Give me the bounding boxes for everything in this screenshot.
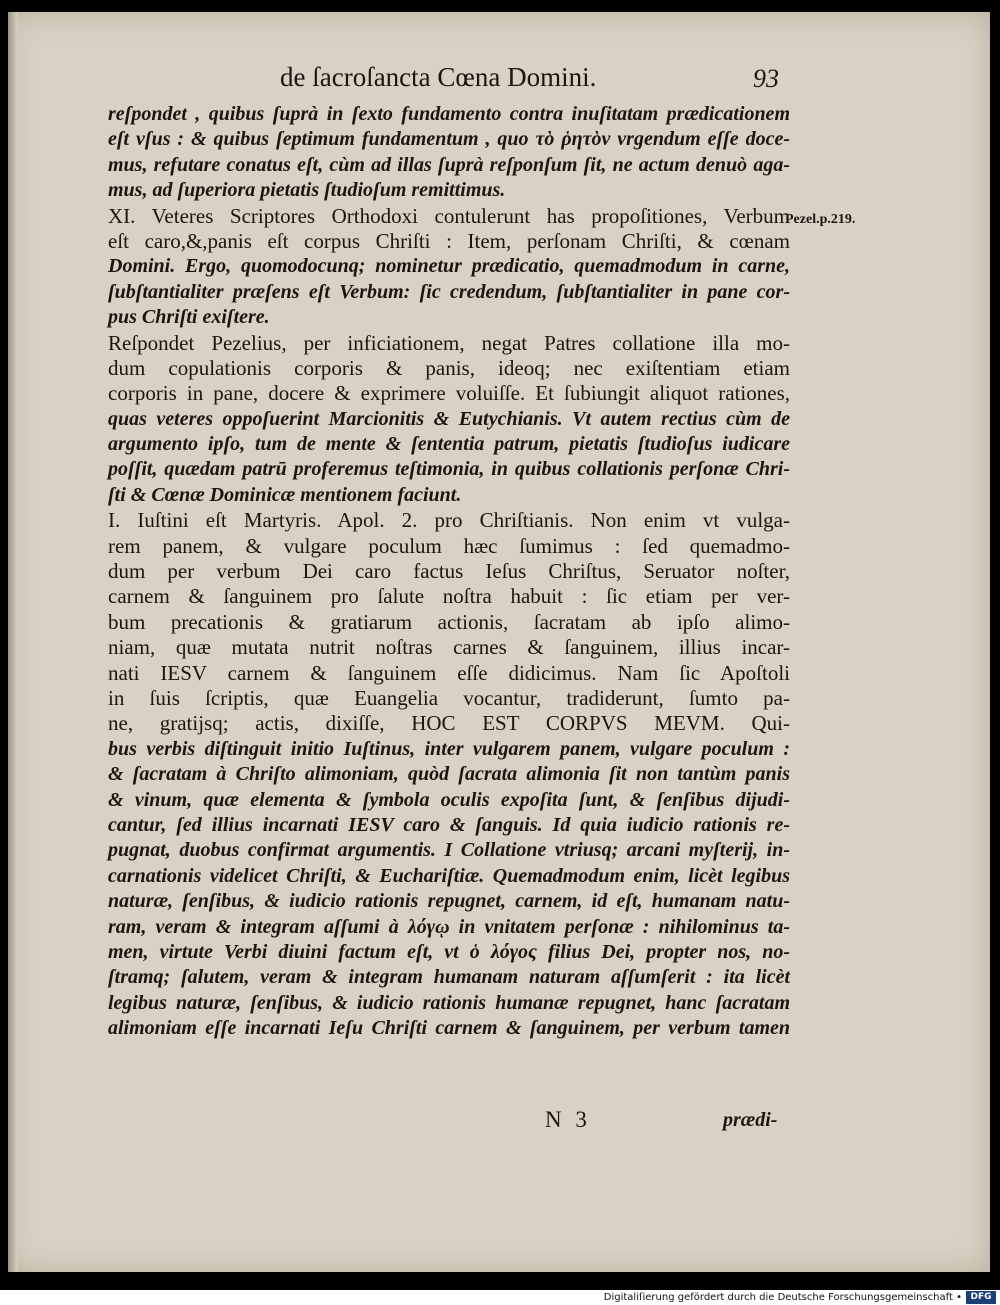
text-line: Domini. Ergo, quomodocunq; nominetur prædicatio, quemadmodum in carne, — [108, 255, 790, 278]
footer-bar — [0, 1290, 1000, 1305]
text-line: argumento ipſo, tum de mente & ſententia patrum, pietatis ſtudioſus iudicare — [108, 433, 790, 456]
dfg-logo-icon: DFG — [966, 1291, 996, 1304]
page-number: 93 — [753, 64, 779, 93]
text-line: ne, gratijsq; actis, dixiſſe, HOC EST CORPVS MEVM. Qui- — [108, 711, 790, 736]
text-line: & ſacratam à Chriſto alimoniam, quòd ſacrata alimonia ſit non tantùm panis — [108, 763, 790, 786]
book-page — [8, 12, 990, 1272]
text-line: naturæ, ſenſibus, & iudicio rationis repugnet, carnem, id eſt, humanam natu- — [108, 890, 790, 913]
text-line: legibus naturæ, ſenſibus, & iudicio rationis humanæ repugnet, hanc ſacratam — [108, 991, 790, 1014]
text-line: Reſpondet Pezelius, per inficiationem, negat Patres collatione illa mo- — [108, 330, 790, 355]
text-line: pus Chriſti exiſtere. — [108, 306, 270, 329]
funding-credit: Digitaliſierung gefördert durch die Deutsche Forschungsgemeinschaft • — [603, 1292, 962, 1303]
catchword: prædi- — [723, 1109, 778, 1131]
text-line: bum precationis & gratiarum actionis, ſacratam ab ipſo alimo- — [108, 609, 790, 634]
text-line: corporis in pane, docere & exprimere voluiſſe. Et ſubiungit aliquot rationes, — [108, 381, 790, 406]
text-line: dum copulationis corporis & panis, ideoq; nec exiſtentiam etiam — [108, 355, 790, 380]
text-line: dum per verbum Dei caro factus Ieſus Chriſtus, Seruator noſter, — [108, 559, 790, 584]
text-line: XI. Veteres Scriptores Orthodoxi contulerunt has propoſitiones, Verbum — [108, 203, 790, 228]
text-line: & vinum, quæ elementa & ſymbola oculis expoſita ſunt, & ſenſibus dijudi- — [108, 788, 790, 811]
text-line: ſubſtantialiter præſens eſt Verbum: ſic credendum, ſubſtantialiter in pane cor- — [108, 280, 790, 303]
text-line: nati IESV carnem & ſanguinem eſſe didicimus. Nam ſic Apoſtoli — [108, 660, 790, 685]
body-text — [108, 102, 790, 1041]
text-line: ram, veram & integram aſſumi à λόγῳ in vnitatem perſonæ : nihilominus ta- — [108, 915, 790, 938]
text-line: ſtramq; ſalutem, veram & integram humanam naturam aſſumſerit : ita licèt — [108, 966, 790, 989]
text-line: men, virtute Verbi diuini factum eſt, vt ὁ λόγος filius Dei, propter nos, no- — [108, 940, 790, 963]
text-line: mus, refutare conatus eſt, cùm ad illas ſuprà reſponſum ſit, ne actum denuò aga- — [108, 153, 790, 176]
text-line: rem panem, & vulgare poculum hæc ſumimus : ſed quemadmo- — [108, 533, 790, 558]
text-line: quas veteres oppoſuerint Marcionitis & Eutychianis. Vt autem rectius cùm de — [108, 407, 790, 430]
text-line: mus, ad ſuperiora pietatis ſtudioſum remittimus. — [108, 179, 506, 202]
text-line: carnem & ſanguinem pro ſalute noſtra habuit : ſic etiam per ver- — [108, 584, 790, 609]
signature-mark: N 3 — [545, 1107, 591, 1132]
text-line: carnationis videlicet Chriſti, & Euchariſtiæ. Quemadmodum enim, licèt legibus — [108, 864, 790, 887]
text-line: cantur, ſed illius incarnati IESV caro & ſanguis. Id quia iudicio rationis re- — [108, 813, 790, 836]
text-line: bus verbis diſtinguit initio Iuſtinus, inter vulgarem panem, vulgare poculum : — [108, 737, 790, 760]
text-line: eſt caro,&,panis eſt corpus Chriſti : Item, perſonam Chriſti, & cœnam — [108, 228, 790, 253]
text-line: poſſit, quædam patrū proferemus teſtimonia, in quibus collationis perſonæ Chri- — [108, 458, 790, 481]
text-line: I. Iuſtini eſt Martyris. Apol. 2. pro Chriſtianis. Non enim vt vulga- — [108, 508, 790, 533]
text-line: reſpondet , quibus ſuprà in ſexto fundamento contra inuſitatam prædicationem — [108, 103, 790, 125]
text-line: pugnat, duobus confirmat argumentis. I Collatione vtriusq; arcani myſterij, in- — [108, 839, 790, 862]
running-title: de ſacroſancta Cœna Domini. — [280, 62, 597, 92]
page-header — [8, 62, 990, 102]
margin-note: Pezel.p.219. — [785, 212, 856, 227]
page-edge-shadow — [8, 12, 18, 1272]
text-line: niam, quæ mutata nutrit noſtras carnes & ſanguinem, illius incar- — [108, 635, 790, 660]
text-line: alimoniam eſſe incarnati Ieſu Chriſti carnem & ſanguinem, per verbum tamen — [108, 1017, 790, 1040]
text-line: eſt vſus : & quibus ſeptimum fundamentum , quo τὸ ῥητὸν vrgendum eſſe doce- — [108, 128, 790, 151]
text-line: ſti & Cœnæ Dominicæ mentionem faciunt. — [108, 483, 462, 506]
text-line: in ſuis ſcriptis, quæ Euangelia vocantur, tradiderunt, ſumto pa- — [108, 685, 790, 710]
